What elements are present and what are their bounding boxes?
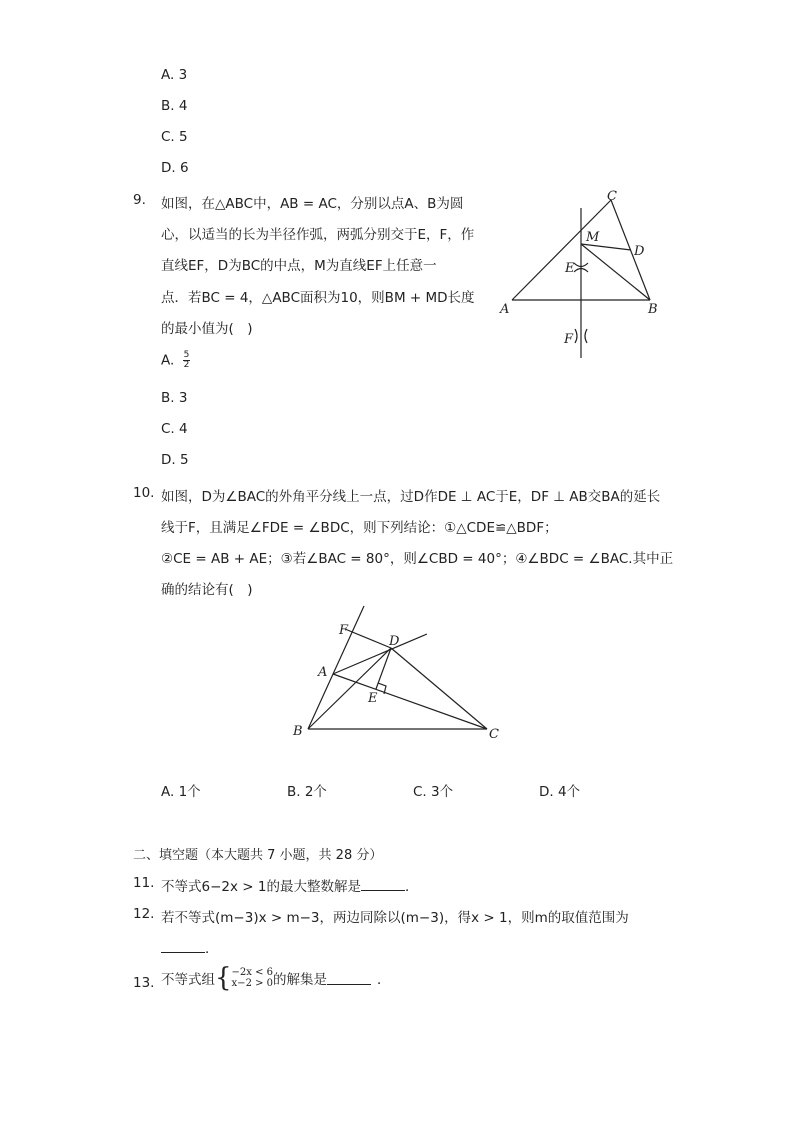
q10-text-line-1: 如图，D为∠BAC的外角平分线上一点，过D作DE ⊥ AC于E，DF ⊥ AB交BA的延长 [161, 489, 661, 505]
q9-arc-f1 [575, 329, 577, 343]
q10-number: 10. [133, 485, 155, 501]
q10-text-line-2: 线于F，且满足∠FDE = ∠BDC，则下列结论：①△CDE≌△BDF； [161, 520, 558, 536]
q9-number: 9. [133, 192, 146, 208]
q9-option-d: D. 5 [161, 452, 189, 468]
q13-system-row-1: −2x < 6 [231, 967, 274, 978]
q9-option-a-prefix: A. [161, 352, 175, 369]
q10-segment-bd [308, 648, 391, 729]
q9-text-line-3: 直线EF，D为BC的中点，M为直线EF上任意一 [161, 258, 437, 274]
q8-option-c: C. 5 [161, 129, 188, 145]
q9-text-line-4: 点．若BC = 4，△ABC面积为10，则BM + MD长度 [161, 290, 475, 306]
q8-option-a: A. 3 [161, 67, 188, 83]
q10-option-d: D. 4个 [539, 784, 581, 800]
q12-text-line-1: 若不等式(m−3)x > m−3，两边同除以(m−3)，得x > 1，则m的取值范围为 [161, 910, 629, 926]
q10-option-c: C. 3个 [413, 784, 454, 800]
q10-right-angle-mark [378, 683, 386, 694]
q10-external-bisector [333, 634, 427, 674]
q10-text-line-4: 确的结论有( ) [161, 582, 253, 598]
q10-label-c: C [489, 727, 499, 742]
q10-label-e: E [368, 691, 378, 706]
q9-option-a-numerator: 5 [183, 350, 190, 360]
q13-text-after: 的解集是 [273, 972, 328, 988]
q9-label-m: M [586, 230, 600, 245]
q13-text-before: 不等式组 [161, 972, 215, 988]
q9-text-line-5: 的最小值为( ) [161, 321, 253, 337]
q8-option-b: B. 4 [161, 98, 188, 114]
q13-number: 13. [133, 975, 155, 991]
q11-text [161, 875, 418, 895]
q10-option-a: A. 1个 [161, 784, 201, 800]
q10-line-bf [308, 606, 364, 729]
q9-text-line-1: 如图，在△ABC中，AB = AC，分别以点A、B为圆 [161, 196, 464, 212]
q10-label-f: F [339, 623, 349, 638]
q10-label-d: D [389, 634, 400, 649]
q11-answer-blank[interactable] [361, 878, 405, 891]
q12-text-line-2 [161, 937, 219, 957]
q9-label-a: A [500, 302, 510, 317]
q9-arc-f2 [585, 329, 587, 343]
q9-label-e: E [565, 261, 575, 276]
q9-figure [495, 188, 670, 363]
q13-system-row-2: x−2 > 0 [231, 978, 274, 989]
q10-option-b: B. 2个 [287, 784, 327, 800]
q12-text-after: ． [205, 941, 219, 957]
q9-label-c: C [607, 189, 617, 204]
q9-option-c: C. 4 [161, 421, 188, 437]
q9-option-a-fraction [183, 351, 191, 370]
q9-side-ab-ac [512, 200, 611, 300]
q8-option-d: D. 6 [161, 160, 189, 176]
q9-label-f: F [564, 332, 574, 347]
q9-label-d: D [634, 244, 645, 259]
q10-label-b: B [293, 724, 303, 739]
q10-segment-fd [345, 629, 391, 648]
q9-option-b: B. 3 [161, 390, 188, 406]
q13-answer-blank[interactable] [327, 972, 371, 985]
q13-brace: { [215, 963, 232, 993]
section-2-heading: 二、填空题（本大题共 7 小题，共 28 分） [133, 848, 383, 863]
q9-option-a-denominator: 2 [183, 360, 190, 370]
q10-label-a: A [318, 665, 328, 680]
q9-option-a [161, 351, 190, 370]
q11-number: 11. [133, 875, 155, 891]
q10-text-line-3: ②CE = AB + AE；③若∠BAC = 80°，则∠CBD = 40°；④∠BDC = ∠BAC.其中正 [161, 551, 674, 567]
q9-text-line-2: 心，以适当的长为半径作弧，两弧分别交于E，F，作 [161, 227, 475, 243]
q9-label-b: B [648, 302, 658, 317]
q12-answer-blank[interactable] [161, 940, 205, 953]
q13-system [232, 967, 273, 989]
q13-text [161, 965, 391, 991]
q13-text-end: ． [377, 972, 391, 988]
q10-segment-dc [391, 648, 487, 729]
q10-figure [285, 598, 515, 748]
q12-number: 12. [133, 906, 155, 922]
q11-text-after: ． [404, 879, 419, 895]
q11-text-before: 不等式6−2x > 1的最大整数解是 [161, 879, 361, 895]
